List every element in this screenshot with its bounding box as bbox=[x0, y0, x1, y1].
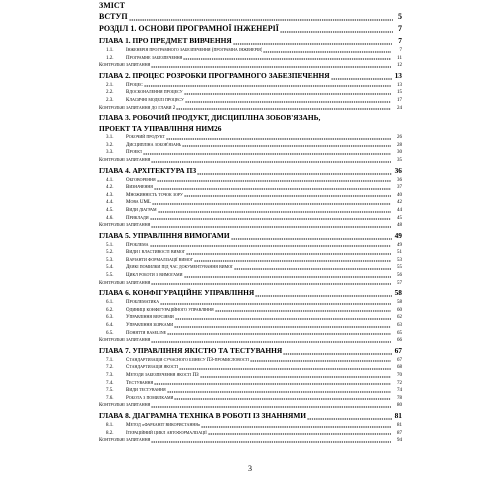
toc-entry-title: Метод «фарбаніт використання» bbox=[126, 422, 201, 428]
dot-leader bbox=[167, 387, 391, 395]
dot-leader bbox=[151, 437, 391, 445]
toc-chapter-entry bbox=[99, 112, 402, 134]
toc-subsection-entry bbox=[99, 314, 402, 322]
toc-subsection-entry bbox=[99, 97, 402, 105]
dot-leader bbox=[166, 134, 391, 142]
toc-entry-title: Поняття baseline bbox=[126, 330, 167, 336]
toc-page-number: 58 bbox=[397, 300, 402, 306]
toc-page-number: 5 bbox=[398, 12, 402, 21]
toc-page-number: 74 bbox=[397, 388, 402, 394]
toc-chapter-entry bbox=[99, 165, 402, 177]
dot-leader bbox=[174, 322, 391, 330]
dot-leader bbox=[179, 364, 391, 372]
toc-page-number: 60 bbox=[397, 307, 402, 313]
toc-review-questions-entry bbox=[99, 62, 402, 70]
dot-leader bbox=[150, 242, 391, 250]
toc-entry-number: 2.2. bbox=[106, 90, 114, 96]
toc-entry-number: 5.5. bbox=[106, 273, 114, 279]
dot-leader bbox=[151, 280, 391, 288]
toc-page-number: 24 bbox=[397, 105, 402, 111]
toc-subsection-entry bbox=[99, 272, 402, 280]
toc-subsection-entry bbox=[99, 192, 402, 200]
toc-page-number: 40 bbox=[397, 192, 402, 198]
dot-leader bbox=[186, 249, 391, 257]
dot-leader bbox=[183, 55, 391, 63]
toc-entry-title: РОЗДІЛ 1. ОСНОВИ ПРОГРАМНОЇ ІНЖЕНЕРІЇ bbox=[99, 24, 279, 33]
toc-entry-title: Тестування bbox=[126, 380, 154, 386]
toc-entry-title: ГЛАВА 5. УПРАВЛІННЯ ВИМОГАМИ bbox=[99, 230, 230, 240]
toc-entry-number: 1.1. bbox=[106, 48, 114, 53]
dot-leader bbox=[154, 184, 391, 192]
toc-page-number: 7 bbox=[399, 48, 402, 53]
toc-entry-title: Проблематика bbox=[126, 300, 160, 306]
toc-entry-number: 4.1. bbox=[106, 177, 114, 183]
toc-review-questions-entry bbox=[99, 437, 402, 445]
toc-page-number: 48 bbox=[397, 223, 402, 229]
toc-entry-number: 5.4. bbox=[106, 265, 114, 271]
toc-entry-title: Контрольні запитання bbox=[99, 403, 151, 409]
toc-page-number: 63 bbox=[397, 323, 402, 329]
dot-leader bbox=[233, 35, 392, 47]
toc-entry-title: ГЛАВА 2. ПРОЦЕС РОЗРОБКИ ПРОГРАМНОГО ЗАБЕЗПЕЧЕННЯ bbox=[99, 70, 330, 80]
toc-entry-number: 4.4. bbox=[106, 200, 114, 206]
toc-entry-title: Інженерія програмного забезпечення (програмна інженерія) bbox=[126, 48, 263, 53]
toc-page-number: 94 bbox=[397, 438, 402, 444]
toc-entry-title: Управління збірками bbox=[126, 323, 174, 329]
toc-entry-title: Управління версіями bbox=[126, 315, 174, 321]
toc-chapter-entry bbox=[99, 70, 402, 82]
toc-entry-number: 3.2. bbox=[106, 142, 114, 148]
toc-subsection-entry bbox=[99, 387, 402, 395]
toc-subsection-entry bbox=[99, 89, 402, 97]
toc-entry-title: Контрольні запитання bbox=[99, 338, 151, 344]
toc-chapter-entry bbox=[99, 345, 402, 357]
dot-leader bbox=[152, 199, 391, 207]
toc-page-number: 62 bbox=[397, 315, 402, 321]
toc-subsection-entry bbox=[99, 149, 402, 157]
toc-entry-title: Контрольні запитання bbox=[99, 280, 151, 286]
toc-chapter-entry bbox=[99, 410, 402, 422]
toc-entry-number: 4.6. bbox=[106, 215, 114, 221]
toc-subsection-entry bbox=[99, 422, 402, 430]
dot-leader bbox=[307, 410, 392, 422]
dot-leader bbox=[234, 264, 391, 272]
toc-subsection-entry bbox=[99, 82, 402, 90]
toc-page-number: 36 bbox=[397, 177, 402, 183]
toc-review-questions-entry bbox=[99, 402, 402, 410]
dot-leader bbox=[174, 395, 391, 403]
toc-entry-number: 4.3. bbox=[106, 192, 114, 198]
dot-leader bbox=[331, 70, 392, 82]
toc-entry-number: 5.1. bbox=[106, 242, 114, 248]
dot-leader bbox=[151, 157, 391, 165]
dot-leader bbox=[151, 337, 391, 345]
dot-leader bbox=[143, 149, 391, 157]
toc-entry-title: Контрольні запитання bbox=[99, 63, 151, 69]
dot-leader bbox=[176, 105, 391, 113]
toc-page-number: 65 bbox=[397, 330, 402, 336]
toc-page-number: 51 bbox=[397, 250, 402, 256]
dot-leader bbox=[160, 299, 391, 307]
toc-subsection-entry bbox=[99, 249, 402, 257]
toc-subsection-entry bbox=[99, 177, 402, 185]
toc-entry-title: ГЛАВА 1. ПРО ПРЕДМЕТ ВИВЧЕННЯ bbox=[99, 36, 232, 45]
toc-subsection-entry bbox=[99, 430, 402, 438]
toc-page-number: 7 bbox=[398, 36, 402, 45]
toc-entry-title: ГЛАВА 7. УПРАВЛІННЯ ЯКІСТЮ ТА ТЕСТУВАННЯ bbox=[99, 345, 283, 355]
toc-page-number: 67 bbox=[394, 345, 402, 355]
toc-page-number: 49 bbox=[394, 230, 402, 240]
toc-subsection-entry bbox=[99, 215, 402, 223]
toc-subsection-entry bbox=[99, 364, 402, 372]
toc-page-number: 56 bbox=[397, 273, 402, 279]
toc-page-number: 72 bbox=[397, 380, 402, 386]
toc-page-number: 68 bbox=[397, 365, 402, 371]
toc-entry-number: 5.3. bbox=[106, 257, 114, 263]
dot-leader bbox=[255, 287, 392, 299]
toc-subsection-entry bbox=[99, 142, 402, 150]
toc-entry-number: 7.4. bbox=[106, 380, 114, 386]
toc-section-entry bbox=[99, 23, 402, 35]
toc-entry-title: Ітераційний цикл автоформалізації bbox=[126, 430, 207, 436]
toc-subsection-entry bbox=[99, 242, 402, 250]
toc-chapter-entry bbox=[99, 230, 402, 242]
table-of-contents bbox=[99, 0, 402, 445]
toc-review-questions-entry bbox=[99, 337, 402, 345]
toc-entry-number: 6.3. bbox=[106, 315, 114, 321]
toc-entry-title: Види діаграм bbox=[126, 207, 157, 213]
toc-section-entry bbox=[99, 11, 402, 23]
toc-page-number: 30 bbox=[397, 150, 402, 156]
toc-entry-number: 7.1. bbox=[106, 357, 114, 363]
toc-page-number: 13 bbox=[397, 82, 402, 88]
toc-entry-title: Деякі помилки під час документування вимог bbox=[126, 265, 234, 271]
dot-leader bbox=[208, 430, 391, 438]
toc-entry-number: 3.1. bbox=[106, 135, 114, 141]
toc-entry-title: ВСТУП bbox=[99, 12, 128, 21]
dot-leader bbox=[250, 357, 391, 365]
toc-entry-title: Вдосконалення процесу bbox=[126, 90, 183, 96]
toc-page-number: 12 bbox=[397, 63, 402, 69]
dot-leader bbox=[182, 142, 391, 150]
dot-leader bbox=[280, 23, 393, 35]
toc-entry-title: ГЛАВА 6. КОНФІГУРАЦІЙНЕ УПРАВЛІННЯ bbox=[99, 288, 255, 298]
toc-page-number: 15 bbox=[397, 90, 402, 96]
toc-subsection-entry bbox=[99, 357, 402, 365]
toc-entry-title: Процес bbox=[126, 82, 143, 88]
toc-entry-number: 7.6. bbox=[106, 395, 114, 401]
toc-entry-number: 4.2. bbox=[106, 185, 114, 191]
toc-entry-title: ГЛАВА 8. ДІАГРАМНА ТЕХНІКА В РОБОТІ ІЗ ЗНАННЯМИ bbox=[99, 410, 307, 420]
toc-chapter-entry bbox=[99, 287, 402, 299]
toc-subsection-entry bbox=[99, 264, 402, 272]
dot-leader bbox=[151, 402, 391, 410]
toc-page-number: 70 bbox=[397, 373, 402, 378]
toc-page-number: 11 bbox=[397, 55, 402, 61]
toc-subsection-entry bbox=[99, 207, 402, 215]
toc-page-number: 35 bbox=[397, 157, 402, 163]
toc-page-number: 28 bbox=[397, 142, 402, 148]
toc-chapter-entry bbox=[99, 35, 402, 47]
toc-entry-title: Дисципліна зобов'язань bbox=[126, 142, 182, 148]
dot-leader bbox=[263, 47, 391, 55]
toc-page-number: 26 bbox=[214, 124, 222, 134]
dot-leader bbox=[200, 372, 391, 380]
toc-entry-number: 8.1. bbox=[106, 422, 114, 428]
toc-page-number: 37 bbox=[397, 185, 402, 191]
dot-leader bbox=[184, 192, 391, 200]
dot-leader bbox=[184, 272, 392, 280]
toc-entry-number: 7.3. bbox=[106, 373, 114, 378]
toc-entry-number: 1.2. bbox=[106, 55, 114, 61]
toc-entry-title: Обговорення bbox=[126, 177, 156, 183]
toc-page-number: 13 bbox=[394, 70, 402, 80]
toc-review-questions-entry bbox=[99, 157, 402, 165]
toc-page-number: 44 bbox=[397, 207, 402, 213]
toc-entry-title: Контрольні запитання до глави 2 bbox=[99, 105, 176, 111]
toc-entry-number: 7.2. bbox=[106, 365, 114, 371]
toc-entry-title: Методи забезпечення якості ПЗ bbox=[126, 373, 199, 378]
toc-entry-title: Проблема bbox=[126, 242, 149, 248]
dot-leader bbox=[151, 222, 391, 230]
toc-page-number: 26 bbox=[397, 135, 402, 141]
toc-entry-title: Мова UML bbox=[126, 200, 151, 206]
toc-entry-title: Визначення bbox=[126, 185, 153, 191]
toc-page-number: 87 bbox=[397, 430, 402, 436]
dot-leader bbox=[184, 89, 391, 97]
dot-leader bbox=[129, 11, 393, 23]
toc-subsection-entry bbox=[99, 299, 402, 307]
toc-page-number: 66 bbox=[397, 338, 402, 344]
toc-entry-number: 4.5. bbox=[106, 207, 114, 213]
toc-chapter-title-line-1: ГЛАВА 3. РОБОЧИЙ ПРОДУКТ, ДИСЦИПЛІНА ЗОБОВ'ЯЗАНЬ, bbox=[99, 113, 321, 123]
toc-entry-title: Робота з помилками bbox=[126, 395, 174, 401]
toc-entry-title: Стандартизація сучасного бізнесу ПЗ-промисловості bbox=[126, 357, 250, 363]
toc-page-number: 81 bbox=[397, 422, 402, 428]
toc-page-number: 78 bbox=[397, 395, 402, 401]
toc-entry-title: Варіанти формалізації вимог bbox=[126, 257, 193, 263]
dot-leader bbox=[201, 422, 391, 430]
toc-subsection-entry bbox=[99, 330, 402, 338]
toc-page-number: 36 bbox=[394, 165, 402, 175]
dot-leader bbox=[197, 165, 392, 177]
toc-subsection-entry bbox=[99, 55, 402, 63]
dot-leader bbox=[157, 177, 391, 185]
dot-leader bbox=[283, 345, 392, 357]
toc-page-number: 55 bbox=[397, 265, 402, 271]
toc-entry-title: Контрольні запитання bbox=[99, 157, 151, 163]
toc-entry-title: Приклади bbox=[126, 215, 149, 221]
toc-subsection-entry bbox=[99, 307, 402, 315]
toc-entry-title: Контрольні запитання bbox=[99, 223, 151, 229]
toc-subsection-entry bbox=[99, 199, 402, 207]
toc-entry-title: Цикл роботи з вимогами bbox=[126, 273, 183, 279]
toc-subsection-entry bbox=[99, 322, 402, 330]
toc-review-questions-entry bbox=[99, 222, 402, 230]
toc-entry-number: 8.2. bbox=[106, 430, 114, 436]
toc-page-number: 57 bbox=[397, 280, 402, 286]
toc-subsection-entry bbox=[99, 257, 402, 265]
toc-entry-title: Проект bbox=[126, 150, 143, 156]
toc-page-number: 80 bbox=[397, 403, 402, 409]
toc-subsection-entry bbox=[99, 395, 402, 403]
toc-subsection-entry bbox=[99, 372, 402, 380]
dot-leader bbox=[151, 62, 391, 70]
dot-leader bbox=[167, 330, 391, 338]
toc-entry-number: 6.2. bbox=[106, 307, 114, 313]
toc-entry-number: 6.1. bbox=[106, 300, 114, 306]
toc-page-number: 42 bbox=[397, 200, 402, 206]
toc-page-number: 53 bbox=[397, 257, 402, 263]
dot-leader bbox=[194, 257, 391, 265]
toc-entry-number: 2.1. bbox=[106, 82, 114, 88]
toc-page-number: 7 bbox=[398, 24, 402, 33]
dot-leader bbox=[144, 82, 391, 90]
toc-review-questions-entry bbox=[99, 280, 402, 288]
dot-leader bbox=[231, 230, 392, 242]
toc-entry-title: Стандартизація якості bbox=[126, 365, 179, 371]
dot-leader bbox=[185, 97, 391, 105]
page-number: 3 bbox=[248, 464, 252, 473]
toc-title: ЗМІСТ bbox=[99, 1, 125, 10]
toc-subsection-entry bbox=[99, 184, 402, 192]
toc-subsection-entry bbox=[99, 47, 402, 55]
dot-leader bbox=[215, 307, 391, 315]
toc-entry-title: Програмне забезпечення bbox=[126, 55, 183, 61]
dot-leader bbox=[175, 314, 391, 322]
toc-entry-title: Множинність точок зору bbox=[126, 192, 183, 198]
dot-leader bbox=[154, 380, 391, 388]
toc-page-number: 45 bbox=[397, 215, 402, 221]
toc-page-number: 81 bbox=[394, 410, 402, 420]
dot-leader bbox=[158, 207, 391, 215]
toc-entry-title: Види тестування bbox=[126, 388, 166, 394]
toc-entry-title: Контрольні запитання bbox=[99, 438, 151, 444]
toc-entry-title: Робочий продукт bbox=[126, 135, 165, 141]
toc-entry-number: 5.2. bbox=[106, 250, 114, 256]
toc-page-number: 17 bbox=[397, 97, 402, 103]
toc-page-number: 67 bbox=[397, 357, 402, 363]
toc-entry-number: 6.4. bbox=[106, 323, 114, 329]
toc-subsection-entry bbox=[99, 134, 402, 142]
toc-entry-number: 6.5. bbox=[106, 330, 114, 336]
toc-entry-title: Види і властивості вимог bbox=[126, 250, 186, 256]
toc-entry-number: 2.3. bbox=[106, 97, 114, 103]
toc-list bbox=[99, 11, 402, 445]
toc-chapter-title-line-2: ПРОЕКТ ТА УПРАВЛІННЯ НИМ bbox=[99, 124, 215, 134]
dot-leader bbox=[150, 215, 391, 223]
toc-page-number: 49 bbox=[397, 242, 402, 248]
toc-chapter-row bbox=[99, 123, 402, 134]
toc-entry-number: 3.3. bbox=[106, 150, 114, 156]
toc-entry-title: ГЛАВА 4. АРХІТЕКТУРА ПЗ bbox=[99, 165, 197, 175]
toc-page-number: 58 bbox=[394, 288, 402, 298]
toc-entry-title: Класичні моделі процесу bbox=[126, 97, 184, 103]
toc-entry-number: 7.5. bbox=[106, 388, 114, 394]
toc-subsection-entry bbox=[99, 380, 402, 388]
toc-entry-title: Одиниці конфігураційного управління bbox=[126, 307, 214, 313]
toc-review-questions-entry bbox=[99, 105, 402, 113]
